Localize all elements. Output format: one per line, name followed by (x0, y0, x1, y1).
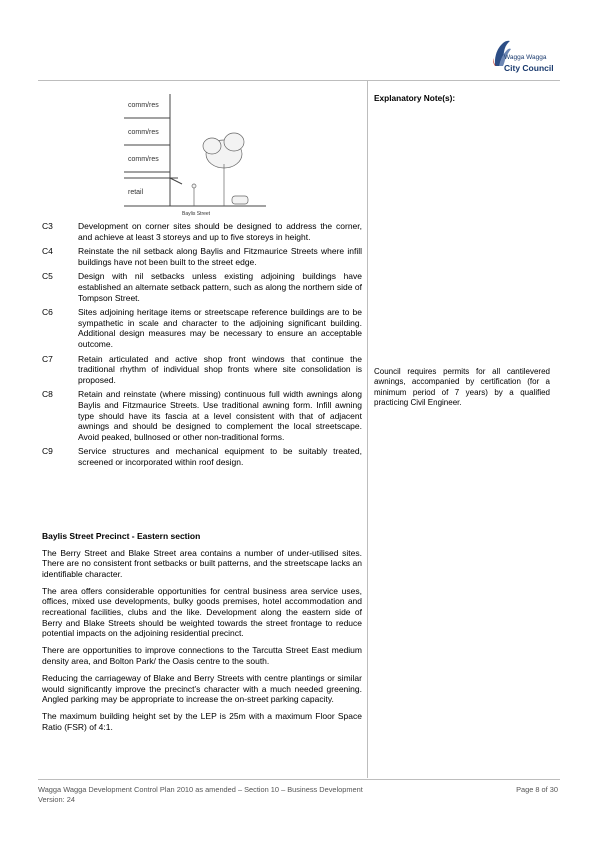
clause-text: Retain articulated and active shop front windows that continue the traditional rhythm of individual shop fronts where site consolidation is proposed. (78, 353, 362, 385)
eastern-section (42, 531, 362, 739)
clause-number: C4 (42, 246, 53, 257)
clause-text: Retain and reinstate (where missing) continuous full width awnings along Baylis and Fitzmaurice Streets. Use traditional awning form. Infill awning type should have its fascia at a level consistent with that of adjacent awnings and should be designed to complement the local streetscape. Avoid peaked, bullnosed or other non-traditional forms. (78, 389, 362, 442)
clause-number: C6 (42, 307, 53, 318)
clause-number: C5 (42, 271, 53, 282)
clause-c5 (42, 271, 362, 303)
figure-label-2: comm/res (128, 129, 159, 136)
section-heading: Baylis Street Precinct - Eastern section (42, 531, 201, 541)
section-paragraph: The Berry Street and Blake Street area contains a number of under-utilised sites. There are no consistent front setbacks or built patterns, and the streetscape lacks an identifiable character. (42, 547, 362, 579)
footer-version: Version: 24 (38, 794, 75, 804)
clause-c3 (42, 221, 362, 242)
section-paragraph: There are opportunities to improve connections to the Tarcutta Street East medium density area, and Bolton Park/ the Oasis centre to the south. (42, 645, 362, 666)
clause-c6 (42, 307, 362, 349)
clause-text: Development on corner sites should be designed to address the corner, and achieve at least 3 storeys and up to five storeys in height. (78, 221, 362, 242)
clause-c9 (42, 446, 362, 467)
clause-number: C7 (42, 353, 53, 364)
explanatory-note: Council requires permits for all cantilevered awnings, accompanied by certification (for a minimum period of 7 years) by a qualified practicing Civil Engineer. (374, 367, 550, 407)
clause-number: C9 (42, 446, 53, 457)
column-divider (367, 81, 368, 778)
page-footer (38, 785, 558, 804)
clause-c4 (42, 246, 362, 267)
logo-small-text: Wagga Wagga (504, 54, 547, 61)
clause-text: Reinstate the nil setback along Baylis and Fitzmaurice Streets where infill buildings have not been built to the street edge. (78, 246, 362, 267)
clause-c7 (42, 354, 362, 386)
figure-label-3: comm/res (128, 156, 159, 163)
clause-number: C8 (42, 389, 53, 400)
section-paragraph: The area offers considerable opportunities for central business area service uses, offices, mixed use developments, bulky goods premises, hotel accommodation and recreational facilities, clubs and the like. Development along the eastern side of Berry and Blake Streets should be weighted towards the street frontage to reduce potential impacts on the adjoining residential precinct. (42, 585, 362, 639)
clause-list (42, 221, 362, 471)
explanatory-notes-title: Explanatory Note(s): (374, 93, 456, 103)
section-paragraph: Reducing the carriageway of Blake and Berry Streets with centre plantings or similar would significantly improve the precinct’s character with a much needed greening. Angled parking may be appropriate to increase the on-street parking capacity. (42, 673, 362, 705)
logo-big-text: City Council (504, 63, 554, 73)
footer-rule (38, 779, 560, 780)
building-section-illustration (120, 88, 270, 218)
figure-label-1: comm/res (128, 102, 159, 109)
council-logo (488, 38, 572, 82)
clause-number: C3 (42, 221, 53, 231)
clause-text: Design with nil setbacks unless existing adjoining buildings have established an alternate setback pattern, such as along the northern side of Tompson Street. (78, 271, 362, 303)
clause-c8 (42, 389, 362, 442)
footer-page-number: Page 8 of 30 (516, 785, 558, 794)
header-rule (38, 80, 560, 81)
clause-text: Sites adjoining heritage items or streetscape reference buildings are to be sympathetic in scale and character to the adjoining significant building. Additional design measures may be necessary to ensure an acceptable outcome. (78, 307, 362, 349)
figure-label-4: retail (128, 189, 144, 196)
clause-text: Service structures and mechanical equipment to be suitably treated, screened or incorporated within roof design. (78, 446, 362, 467)
footer-document-title: Wagga Wagga Development Control Plan 2010 as amended – Section 10 – Business Development (38, 785, 363, 794)
section-paragraph: The maximum building height set by the LEP is 25m with a maximum Floor Space Ratio (FSR) of 4:1. (42, 711, 362, 732)
figure-street-label: Baylis Street (182, 211, 211, 217)
